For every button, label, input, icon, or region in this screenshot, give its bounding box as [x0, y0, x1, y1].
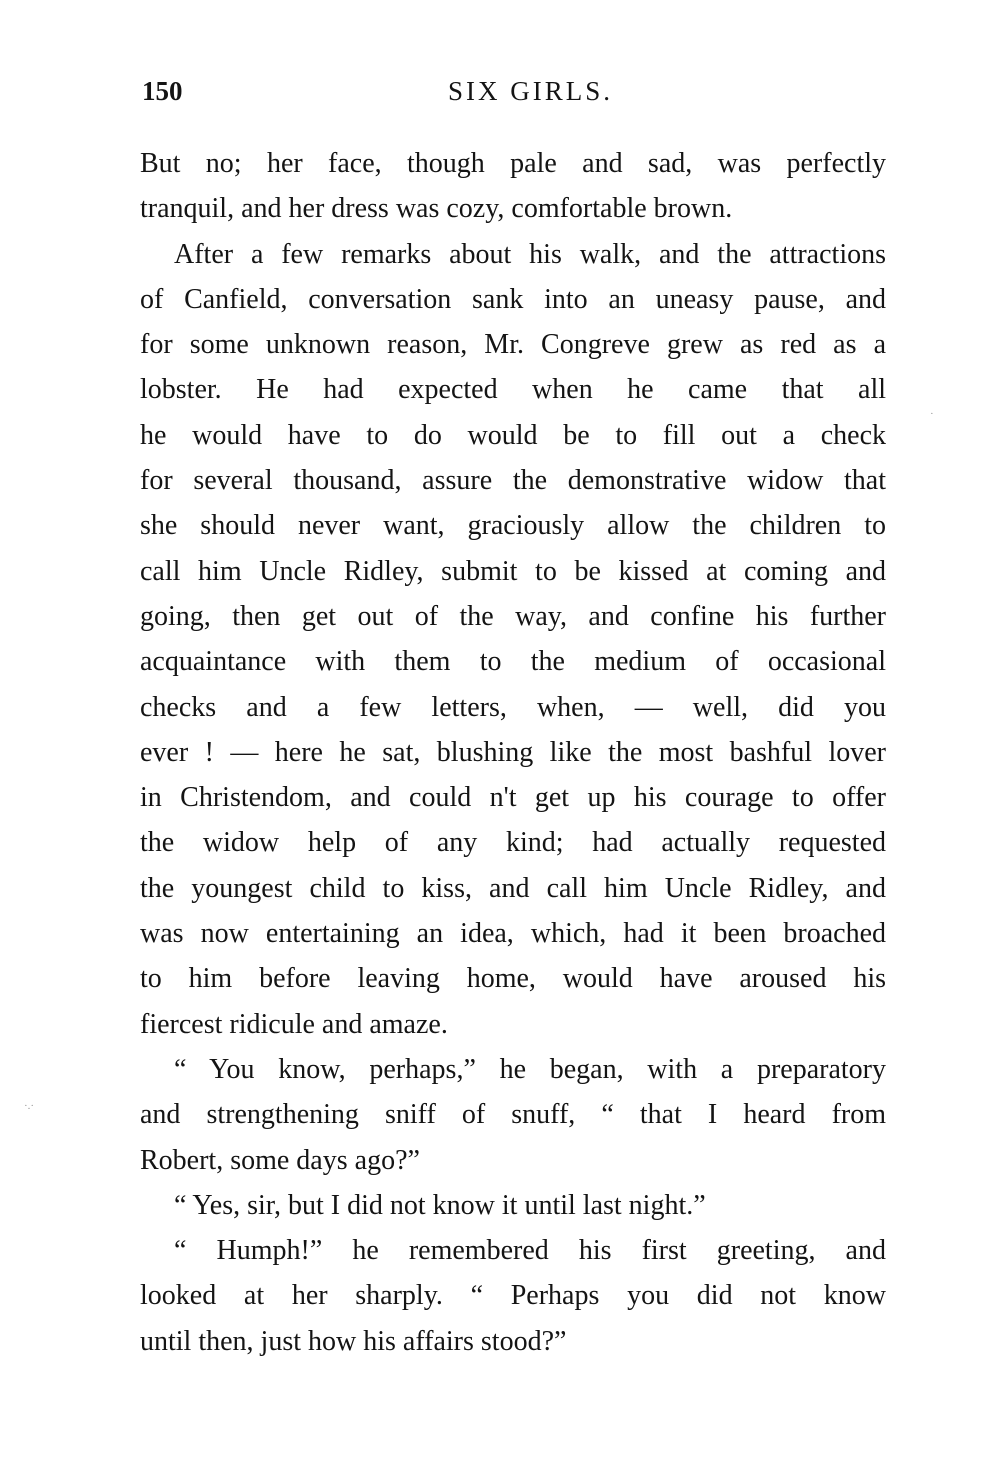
- scan-speck: ·.·: [24, 1100, 35, 1112]
- text-line: he would have to do would be to fill out a check: [140, 419, 886, 451]
- page-number: 150: [142, 76, 183, 106]
- text-line: Robert, some days ago?”: [140, 1144, 420, 1176]
- text-line: checks and a few letters, when, — well, did you: [140, 691, 886, 723]
- text-line: lobster. He had expected when he came that all: [140, 374, 886, 406]
- text-line: “ You know, perhaps,” he began, with a preparatory: [174, 1053, 886, 1085]
- text-line: for some unknown reason, Mr. Congreve grew as red as a: [140, 329, 886, 361]
- text-line: for several thousand, assure the demonstrative widow that: [140, 465, 886, 497]
- running-title: SIX GIRLS.: [448, 76, 614, 106]
- paragraph-4: [140, 1183, 886, 1228]
- scan-speck: ·: [930, 408, 934, 420]
- text-line: going, then get out of the way, and confine his further: [140, 600, 886, 632]
- text-line: ever ! — here he sat, blushing like the most bashful lover: [140, 736, 886, 768]
- text-line: was now entertaining an idea, which, had it been broached: [140, 918, 886, 950]
- text-line: until then, just how his affairs stood?”: [140, 1325, 567, 1357]
- text-line: of Canfield, conversation sank into an uneasy pause, and: [140, 283, 886, 315]
- text-line: the youngest child to kiss, and call him Uncle Ridley, and: [140, 872, 886, 904]
- paragraph-2: [140, 232, 886, 1047]
- text-line: the widow help of any kind; had actually requested: [140, 827, 886, 859]
- paragraph-5: [140, 1228, 886, 1364]
- text-line: looked at her sharply. “ Perhaps you did not know: [140, 1280, 886, 1312]
- text-line: to him before leaving home, would have aroused his: [140, 963, 886, 995]
- text-line: After a few remarks about his walk, and the attractions: [174, 238, 886, 270]
- body-text: [140, 141, 886, 1364]
- paragraph-3: [140, 1047, 886, 1183]
- text-line: call him Uncle Ridley, submit to be kissed at coming and: [140, 555, 886, 587]
- text-line: “ Yes, sir, but I did not know it until last night.”: [174, 1189, 706, 1221]
- text-line: and strengthening sniff of snuff, “ that I heard from: [140, 1099, 886, 1131]
- text-line: she should never want, graciously allow the children to: [140, 510, 886, 542]
- text-line: tranquil, and her dress was cozy, comfortable brown.: [140, 193, 733, 225]
- running-head: [140, 76, 890, 116]
- text-line: fiercest ridicule and amaze.: [140, 1008, 448, 1040]
- text-line: “ Humph!” he remembered his first greeting, and: [174, 1235, 886, 1267]
- paragraph-1: [140, 141, 886, 232]
- text-line: acquaintance with them to the medium of occasional: [140, 646, 886, 678]
- text-line: in Christendom, and could n't get up his courage to offer: [140, 782, 886, 814]
- text-line: But no; her face, though pale and sad, was perfectly: [140, 148, 886, 179]
